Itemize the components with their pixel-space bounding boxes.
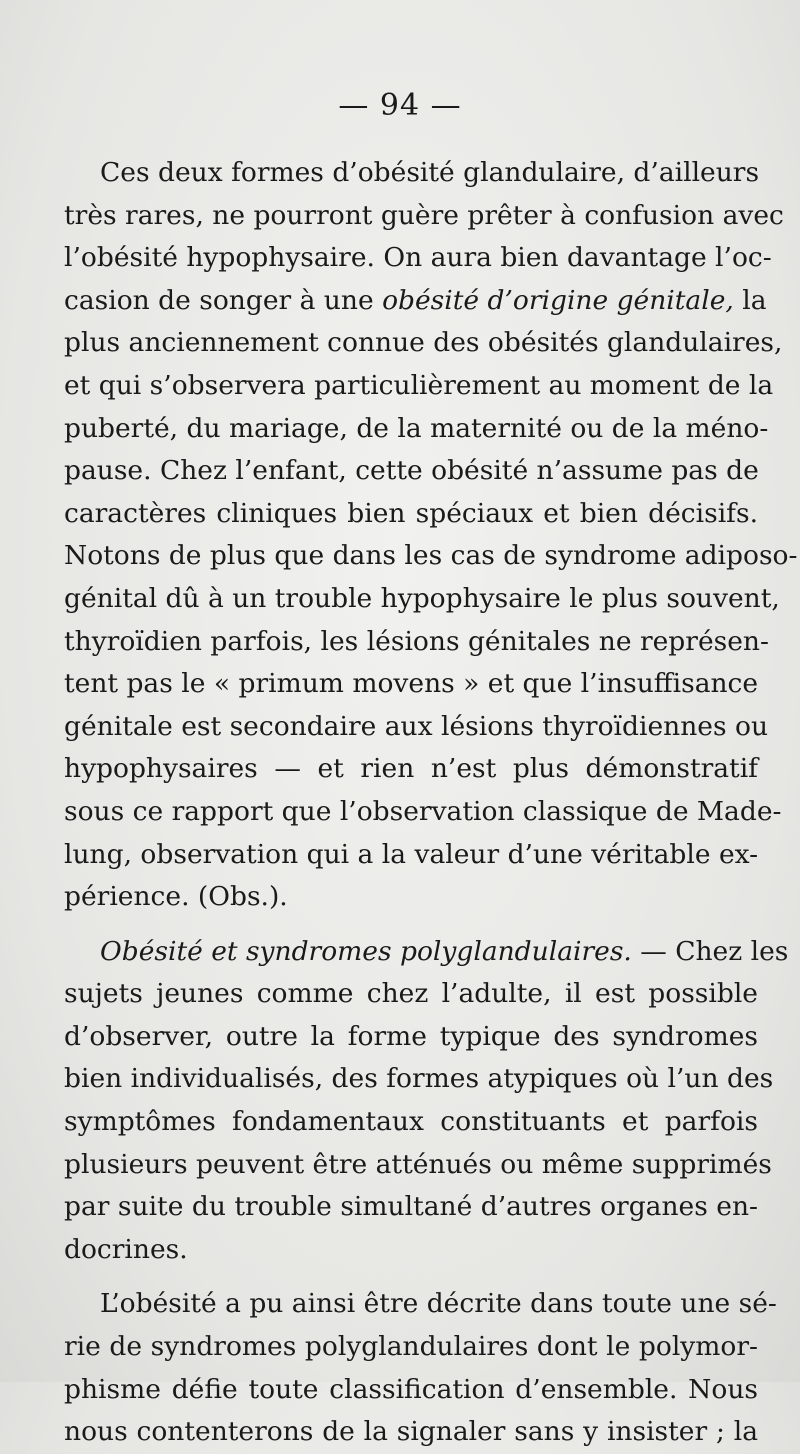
text-line: L’obésité a pu ainsi être décrite dans toute une sé- (100, 1288, 777, 1320)
text-line: Ces deux formes d’obésité glandulaire, d’ailleurs (100, 157, 760, 188)
text-line: bien individualisés, des formes atypiques où l’un des (64, 1063, 774, 1095)
text-line: docrines. (64, 1233, 188, 1265)
paragraph-polymorphism (64, 1283, 777, 1453)
text-line: et qui s’observera particulièrement au moment de la (64, 369, 774, 401)
text-line: très rares, ne pourront guère prêter à confusion avec (64, 199, 784, 231)
text-line: hypophysaires — et rien n’est plus démonstratif (64, 753, 758, 785)
text-line: génitale est secondaire aux lésions thyroïdiennes ou (64, 710, 769, 742)
text-line: nous contenterons de la signaler sans y insister ; la (64, 1416, 758, 1448)
text-line: Notons de plus que dans les cas de syndrome adiposo- (64, 540, 798, 572)
text-line: thyroïdien parfois, les lésions génitales ne représen- (64, 625, 769, 657)
text-line: plus anciennement connue des obésités glandulaires, (64, 327, 783, 359)
text-line: d’observer, outre la forme typique des syndromes (64, 1020, 758, 1052)
paragraph-glandular-obesity (64, 152, 798, 919)
text-line: périence. (Obs.). (64, 881, 288, 913)
text-segment: la (733, 284, 767, 316)
italic-term: obésité d’origine génitale, (382, 284, 734, 316)
text-line: plusieurs peuvent être atténués ou même supprimés (64, 1148, 772, 1180)
text-line: l’obésité hypophysaire. On aura bien davantage l’oc- (64, 242, 772, 274)
text-line: sujets jeunes comme chez l’adulte, il est possible (64, 978, 758, 1010)
text-line: tent pas le « primum movens » et que l’insuffisance (64, 668, 759, 700)
text-line: symptômes fondamentaux constituants et parfois (64, 1106, 758, 1138)
paragraph-gap (64, 919, 758, 931)
body-text (64, 152, 798, 1454)
text-line: rie de syndromes polyglandulaires dont le polymor- (64, 1331, 758, 1363)
text-segment: — Chez les (631, 935, 789, 967)
paragraph-polyglandular-syndromes (64, 931, 789, 1272)
text-line: phisme défie toute classification d’ensemble. Nous (64, 1373, 758, 1405)
text-line (64, 280, 767, 323)
text-line: caractères cliniques bien spéciaux et bien décisifs. (64, 497, 758, 529)
page-number: — 94 — (338, 88, 462, 123)
text-line: pause. Chez l’enfant, cette obésité n’assume pas de (64, 455, 759, 487)
text-line: par suite du trouble simultané d’autres organes en- (64, 1191, 758, 1223)
section-heading: Obésité et syndromes polyglandulaires. (100, 935, 632, 967)
text-segment: casion de songer à une (64, 284, 383, 316)
text-line: génital dû à un trouble hypophysaire le plus souvent, (64, 582, 780, 614)
paragraph-gap (64, 1271, 758, 1283)
text-line: sous ce rapport que l’observation classique de Made- (64, 795, 782, 827)
text-line: lung, observation qui a la valeur d’une véritable ex- (64, 838, 759, 870)
text-line (64, 931, 789, 974)
text-line: puberté, du mariage, de la maternité ou de la méno- (64, 412, 769, 444)
